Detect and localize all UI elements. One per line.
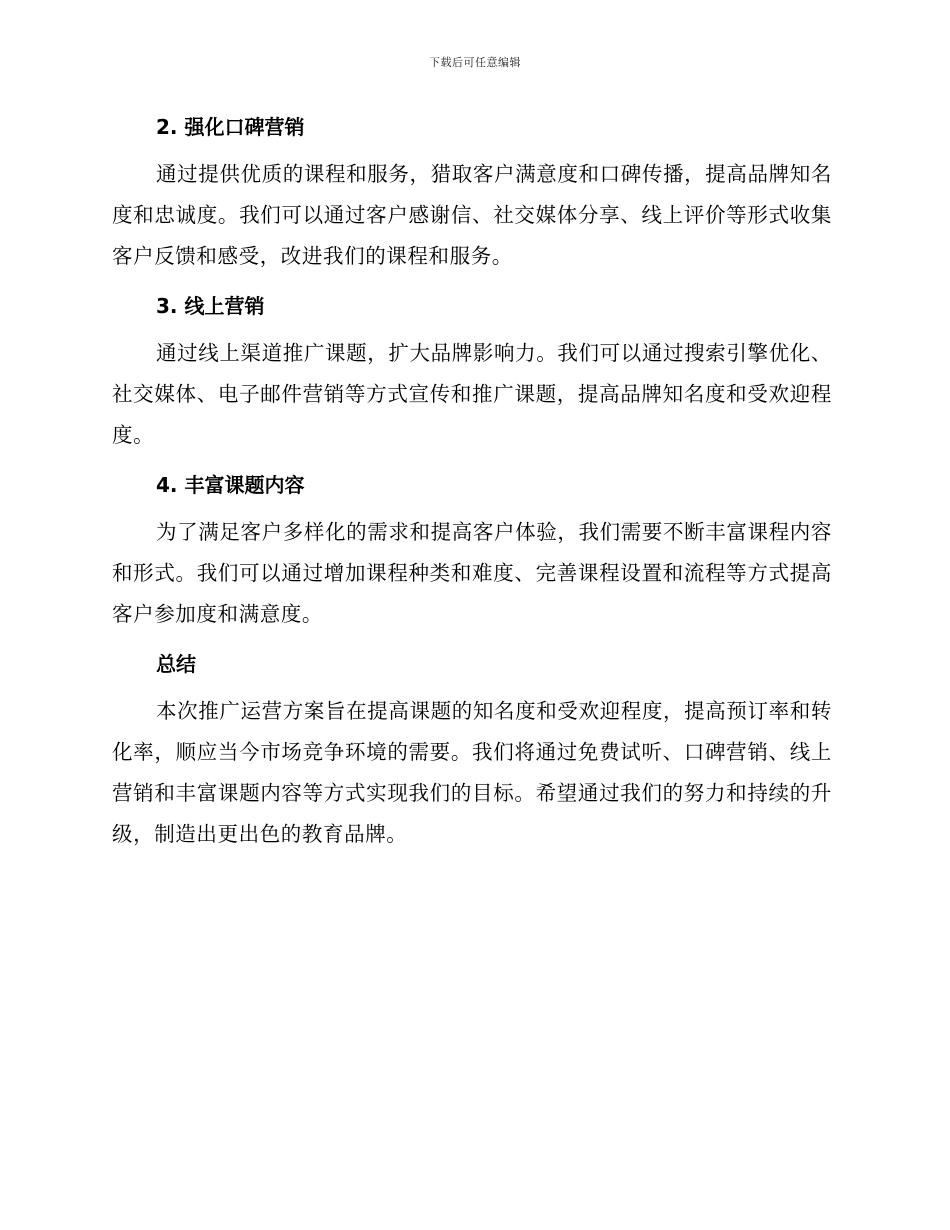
section-summary bbox=[112, 645, 832, 855]
section-paragraph: 为了满足客户多样化的需求和提高客户体验，我们需要不断丰富课程内容和形式。我们可以通过增加课程种类和难度、完善课程设置和流程等方式提高客户参加度和满意度。 bbox=[112, 520, 832, 626]
section-paragraph: 本次推广运营方案旨在提高课题的知名度和受欢迎程度，提高预订率和转化率，顺应当今市场竞争环境的需要。我们将通过免费试听、口碑营销、线上营销和丰富课题内容等方式实现我们的目标。希望通过我们的努力和持续的升级，制造出更出色的教育品牌。 bbox=[112, 699, 832, 846]
page-header: 下载后可任意编辑 bbox=[429, 56, 521, 69]
section-paragraph: 通过提供优质的课程和服务，猎取客户满意度和口碑传播，提高品牌知名度和忠诚度。我们可以通过客户感谢信、社交媒体分享、线上评价等形式收集客户反馈和感受，改进我们的课程和服务。 bbox=[112, 162, 832, 268]
document-body bbox=[112, 108, 832, 865]
section-heading: 总结 bbox=[156, 652, 196, 676]
section-heading: 3. 线上营销 bbox=[156, 294, 265, 318]
section-enrich-content bbox=[112, 466, 832, 635]
section-word-of-mouth bbox=[112, 108, 832, 277]
section-online-marketing bbox=[112, 287, 832, 456]
section-heading: 4. 丰富课题内容 bbox=[156, 473, 305, 497]
section-heading: 2. 强化口碑营销 bbox=[156, 115, 305, 139]
section-paragraph: 通过线上渠道推广课题，扩大品牌影响力。我们可以通过搜索引擎优化、社交媒体、电子邮件营销等方式宣传和推广课题，提高品牌知名度和受欢迎程度。 bbox=[112, 341, 832, 447]
